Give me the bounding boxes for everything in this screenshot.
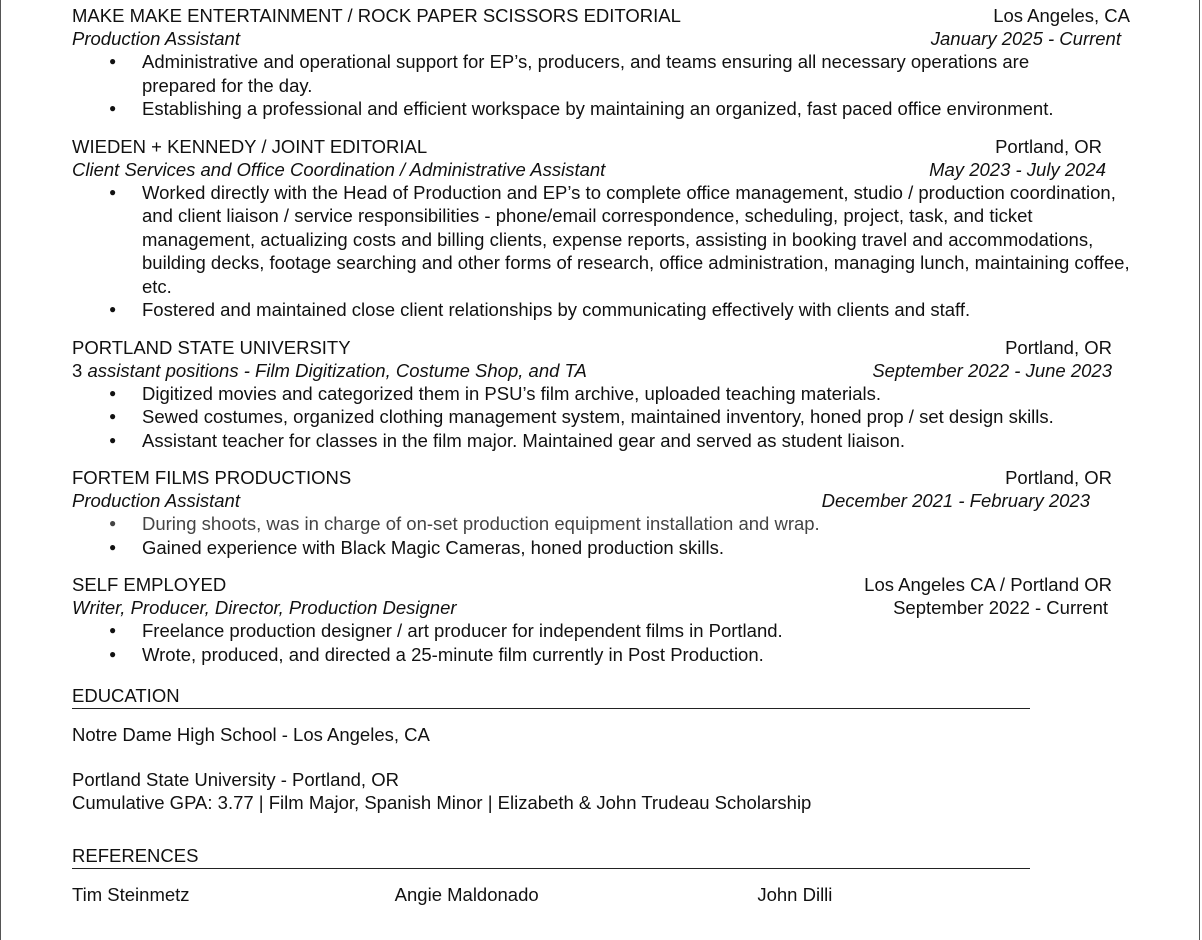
job-role: Production Assistant [72, 28, 240, 49]
job-bullets [72, 382, 1132, 453]
job-subheader [72, 359, 1132, 382]
job-role-line [72, 359, 587, 382]
job-subheader [72, 158, 1132, 181]
job-subheader [72, 596, 1132, 619]
reference-name: John Dilli [757, 884, 833, 905]
job-header [72, 336, 1132, 359]
job-bullets [72, 181, 1132, 322]
job-entry [72, 466, 1132, 559]
education-school: Portland State University - Portland, OR [72, 769, 399, 790]
job-header [72, 135, 1132, 158]
bullet: ● Assistant teacher for classes in the film major. Maintained gear and served as student liaison. [72, 429, 1132, 453]
reference-name: Tim Steinmetz [72, 884, 190, 905]
job-role: Production Assistant [72, 490, 240, 511]
job-role-count: 3 [72, 359, 83, 381]
job-org: WIEDEN + KENNEDY / JOINT EDITORIAL [72, 135, 428, 157]
job-dates: January 2025 - Current [930, 28, 1121, 49]
reference-name: Angie Maldonado [394, 884, 539, 905]
references-list [72, 883, 1030, 906]
job-location: Portland, OR [995, 135, 1102, 157]
job-location: Los Angeles CA / Portland OR [864, 574, 1112, 595]
job-location: Los Angeles, CA [993, 5, 1130, 26]
job-bullets [72, 619, 1132, 666]
bullet: ● Wrote, produced, and directed a 25-minute film currently in Post Production. [72, 643, 1132, 667]
job-org: FORTEM FILMS PRODUCTIONS [72, 467, 352, 488]
job-entry [72, 573, 1132, 666]
job-header [72, 4, 1132, 27]
job-location: Portland, OR [1005, 336, 1112, 358]
job-org: PORTLAND STATE UNIVERSITY [72, 336, 351, 358]
resume-body [72, 4, 1132, 906]
job-entry [72, 135, 1132, 322]
bullet: ● Establishing a professional and efficient workspace by maintaining an organized, fast paced office environment. [72, 97, 1132, 121]
bullet: ● Gained experience with Black Magic Cameras, honed production skills. [72, 536, 1132, 560]
job-entry [72, 4, 1132, 121]
job-org: SELF EMPLOYED [72, 574, 227, 595]
job-role: assistant positions - Film Digitization, Costume Shop, and TA [87, 359, 587, 381]
job-subheader [72, 489, 1132, 512]
job-dates: September 2022 - June 2023 [872, 359, 1112, 381]
job-dates: May 2023 - July 2024 [929, 158, 1106, 180]
education-heading: EDUCATION [72, 684, 1030, 709]
job-location: Portland, OR [1005, 467, 1112, 488]
job-bullets [72, 512, 1132, 559]
bullet: ● Worked directly with the Head of Production and EP’s to complete office management, studio / production coordination, and client liaison / service responsibilities - phone/email correspondence, scheduling, project, task, and ticket management, actualizing costs and billing clients, expense reports, assisting in booking travel and accommodations, building decks, footage searching and other forms of research, office administration, managing lunch, maintaining coffee, etc. [72, 181, 1132, 299]
job-bullets [72, 50, 1132, 121]
education-detail: Cumulative GPA: 3.77 | Film Major, Spanish Minor | Elizabeth & John Trudeau Scholarship [72, 792, 812, 813]
job-role: Writer, Producer, Director, Production Designer [72, 597, 457, 618]
job-org: MAKE MAKE ENTERTAINMENT / ROCK PAPER SCISSORS EDITORIAL [72, 5, 681, 26]
job-role: Client Services and Office Coordination / Administrative Assistant [72, 158, 606, 180]
references-heading: REFERENCES [72, 844, 1030, 869]
bullet: ● Administrative and operational support for EP’s, producers, and teams ensuring all necessary operations are prepared for the day. [72, 50, 1132, 97]
job-header [72, 466, 1132, 489]
bullet: ● Digitized movies and categorized them in PSU’s film archive, uploaded teaching materials. [72, 382, 1132, 406]
bullet: ● Sewed costumes, organized clothing management system, maintained inventory, honed prop / set design skills. [72, 405, 1132, 429]
bullet: ● During shoots, was in charge of on-set production equipment installation and wrap. [72, 512, 1132, 536]
bullet: ● Freelance production designer / art producer for independent films in Portland. [72, 619, 1132, 643]
job-header [72, 573, 1132, 596]
job-entry [72, 336, 1132, 453]
job-dates: September 2022 - Current [893, 597, 1108, 618]
job-dates: December 2021 - February 2023 [821, 490, 1090, 511]
bullet: ● Fostered and maintained close client relationships by communicating effectively with clients and staff. [72, 298, 1132, 322]
job-subheader [72, 27, 1132, 50]
education-school: Notre Dame High School - Los Angeles, CA [72, 724, 430, 745]
